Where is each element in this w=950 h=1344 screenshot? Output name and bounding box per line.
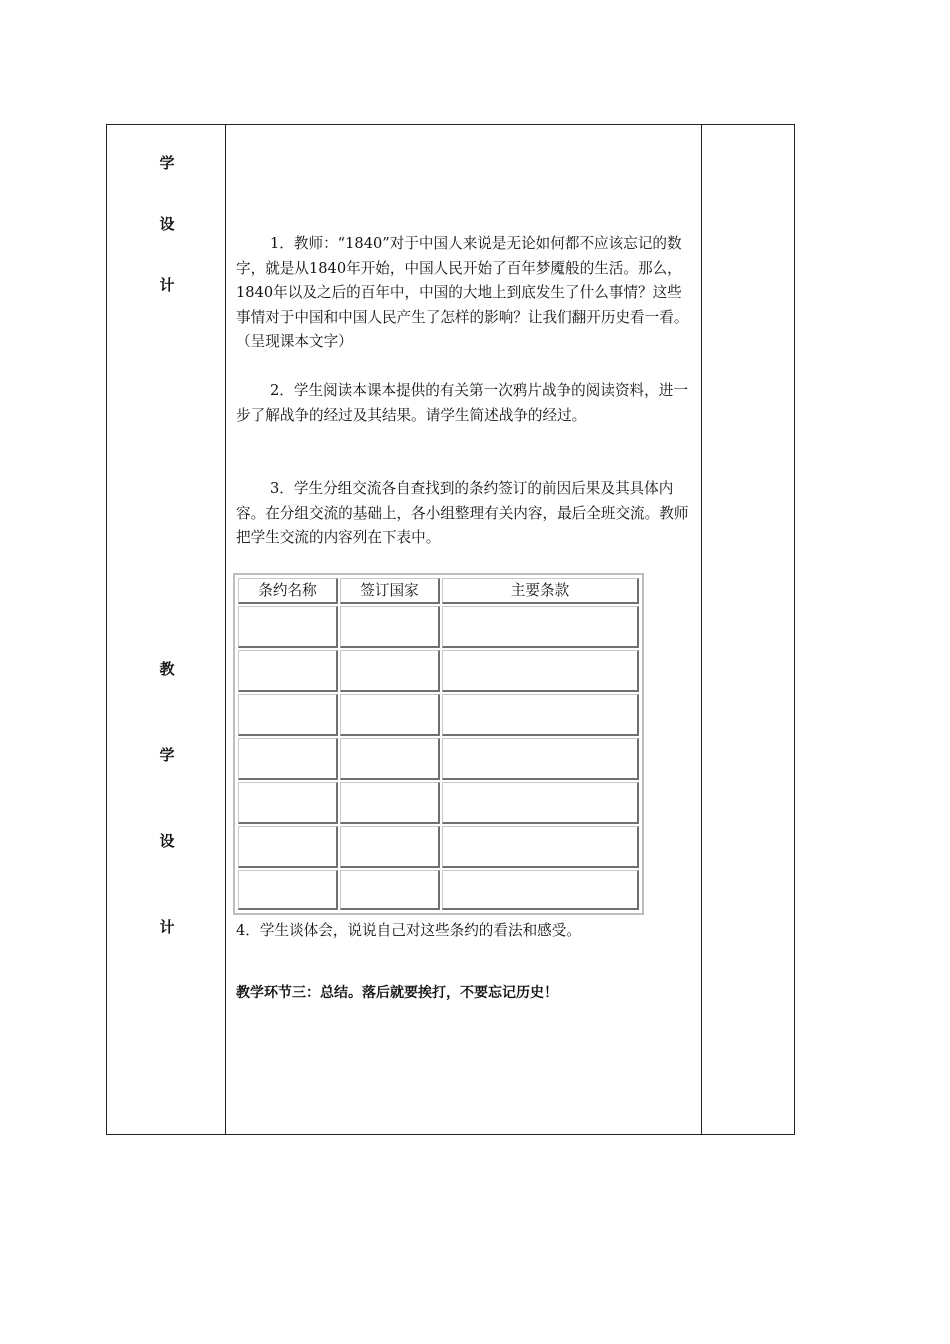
treaty-table [233, 573, 644, 915]
side-label-char: 设 [159, 832, 175, 850]
table-cell [340, 826, 440, 868]
table-cell [442, 694, 639, 736]
column-divider-right [701, 125, 702, 1134]
side-label-char: 学 [159, 746, 175, 764]
table-cell [340, 782, 440, 824]
side-label-char: 计 [159, 276, 175, 294]
table-header-signing-countries: 签订国家 [340, 578, 440, 604]
table-cell [340, 738, 440, 780]
table-cell [238, 738, 338, 780]
side-label-char: 设 [159, 215, 175, 233]
table-cell [340, 606, 440, 648]
table-cell [238, 606, 338, 648]
table-cell [238, 826, 338, 868]
table-cell [238, 694, 338, 736]
table-cell [442, 782, 639, 824]
table-cell [442, 738, 639, 780]
side-label-char: 计 [159, 918, 175, 936]
table-header-treaty-name: 条约名称 [238, 578, 338, 604]
table-header-main-terms: 主要条款 [442, 578, 639, 604]
table-cell [340, 650, 440, 692]
table-cell [238, 782, 338, 824]
table-cell [238, 650, 338, 692]
table-cell [340, 694, 440, 736]
table-cell [442, 870, 639, 910]
side-label-char: 教 [159, 660, 175, 678]
step-2-paragraph: 2．学生阅读本课本提供的有关第一次鸦片战争的阅读资料，进一步了解战争的经过及其结果。请学生简述战争的经过。 [236, 382, 688, 424]
table-cell [442, 826, 639, 868]
step-4-paragraph: 4．学生谈体会，说说自己对这些条约的看法和感受。 [236, 922, 581, 939]
step-3-paragraph: 3．学生分组交流各自查找到的条约签订的前因后果及其具体内容。在分组交流的基础上，各小组整理有关内容，最后全班交流。教师把学生交流的内容列在下表中。 [236, 480, 689, 546]
summary-heading: 教学环节三：总结。落后就要挨打，不要忘记历史！ [236, 985, 558, 1001]
table-cell [442, 606, 639, 648]
side-label-char: 学 [159, 154, 175, 172]
step-1-paragraph: 1．教师：“1840”对于中国人来说是无论如何都不应该忘记的数字，就是从1840年开始，中国人民开始了百年梦魇般的生活。那么，1840年以及之后的百年中，中国的大地上到底发生了什么事情？这些事情对于中国和中国人民产生了怎样的影响？让我们翻开历史看一看。（呈现课本文字） [236, 235, 689, 350]
table-cell [238, 870, 338, 910]
table-cell [340, 870, 440, 910]
lesson-plan-table [106, 124, 795, 1135]
table-cell [442, 650, 639, 692]
column-divider-left [225, 125, 226, 1134]
